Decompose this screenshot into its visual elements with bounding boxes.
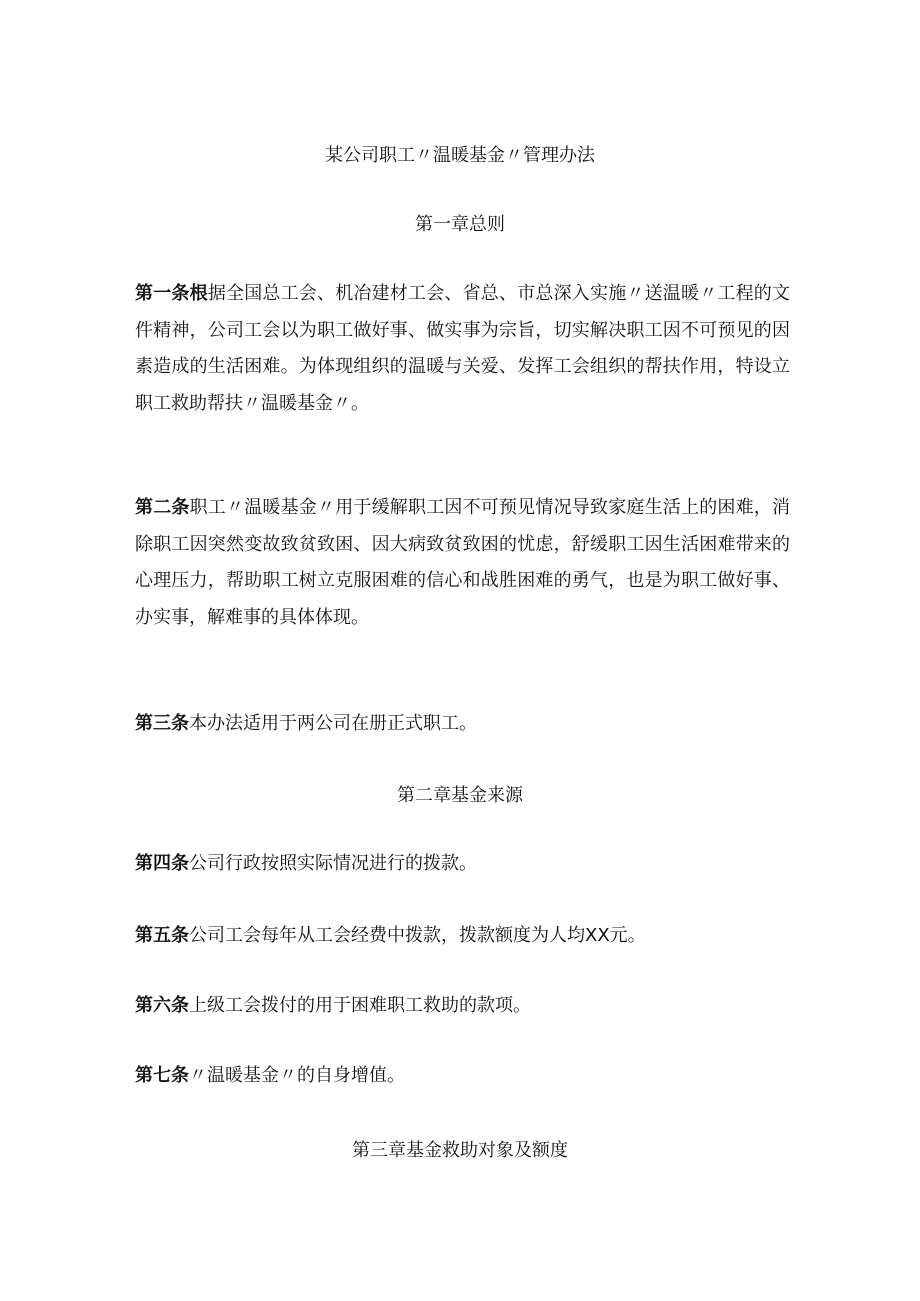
- article-6: [135, 988, 790, 1025]
- article-4: [135, 846, 790, 883]
- article-5-label: 第五条: [135, 925, 189, 946]
- chapter-3-heading: 第三章基金救助对象及额度: [352, 1140, 568, 1161]
- article-1: [135, 276, 790, 422]
- article-1-text: 据全国总工会、机冶建材工会、省总、市总深入实施〃送温暖〃工程的文件精神，公司工会以为职工做好事、做实事为宗旨，切实解决职工因不可预见的因素造成的生活困难。为体现组织的温暖与关爱、发挥工会组织的帮扶作用，特设立职工救助帮扶〃温暖基金〃。: [135, 283, 791, 414]
- article-6-label: 第六条: [135, 995, 189, 1016]
- article-3: [135, 706, 790, 743]
- article-3-text: 本办法适用于两公司在册正式职工。: [189, 713, 477, 734]
- document-title: 某公司职工〃温暖基金〃管理办法: [325, 145, 595, 166]
- article-5: [135, 918, 790, 955]
- article-4-label: 第四条: [135, 853, 189, 874]
- article-3-label: 第三条: [135, 713, 189, 734]
- article-1-label: 第一条根: [135, 283, 208, 304]
- article-2-text: 职工〃温暖基金〃用于缓解职工因不可预见情况导致家庭生活上的困难，消除职工因突然变故致贫致困、因大病致贫致困的忧虑，舒缓职工因生活困难带来的心理压力，帮助职工树立克服困难的信心和战胜困难的勇气，也是为职工做好事、办实事，解难事的具体体现。: [135, 497, 791, 628]
- article-6-text: 上级工会拨付的用于困难职工救助的款项。: [189, 995, 531, 1016]
- chapter-2-heading: 第二章基金来源: [397, 785, 523, 806]
- article-5-text: 公司工会每年从工会经费中拨款，拨款额度为人均XX元。: [189, 925, 646, 946]
- article-7-text: 〃温暖基金〃的自身增值。: [189, 1065, 405, 1086]
- chapter-1-heading: 第一章总则: [415, 214, 505, 235]
- article-2: [135, 490, 790, 636]
- article-4-text: 公司行政按照实际情况进行的拨款。: [189, 853, 477, 874]
- article-7-label: 第七条: [135, 1065, 189, 1086]
- article-2-label: 第二条: [135, 497, 190, 518]
- article-7: [135, 1058, 790, 1095]
